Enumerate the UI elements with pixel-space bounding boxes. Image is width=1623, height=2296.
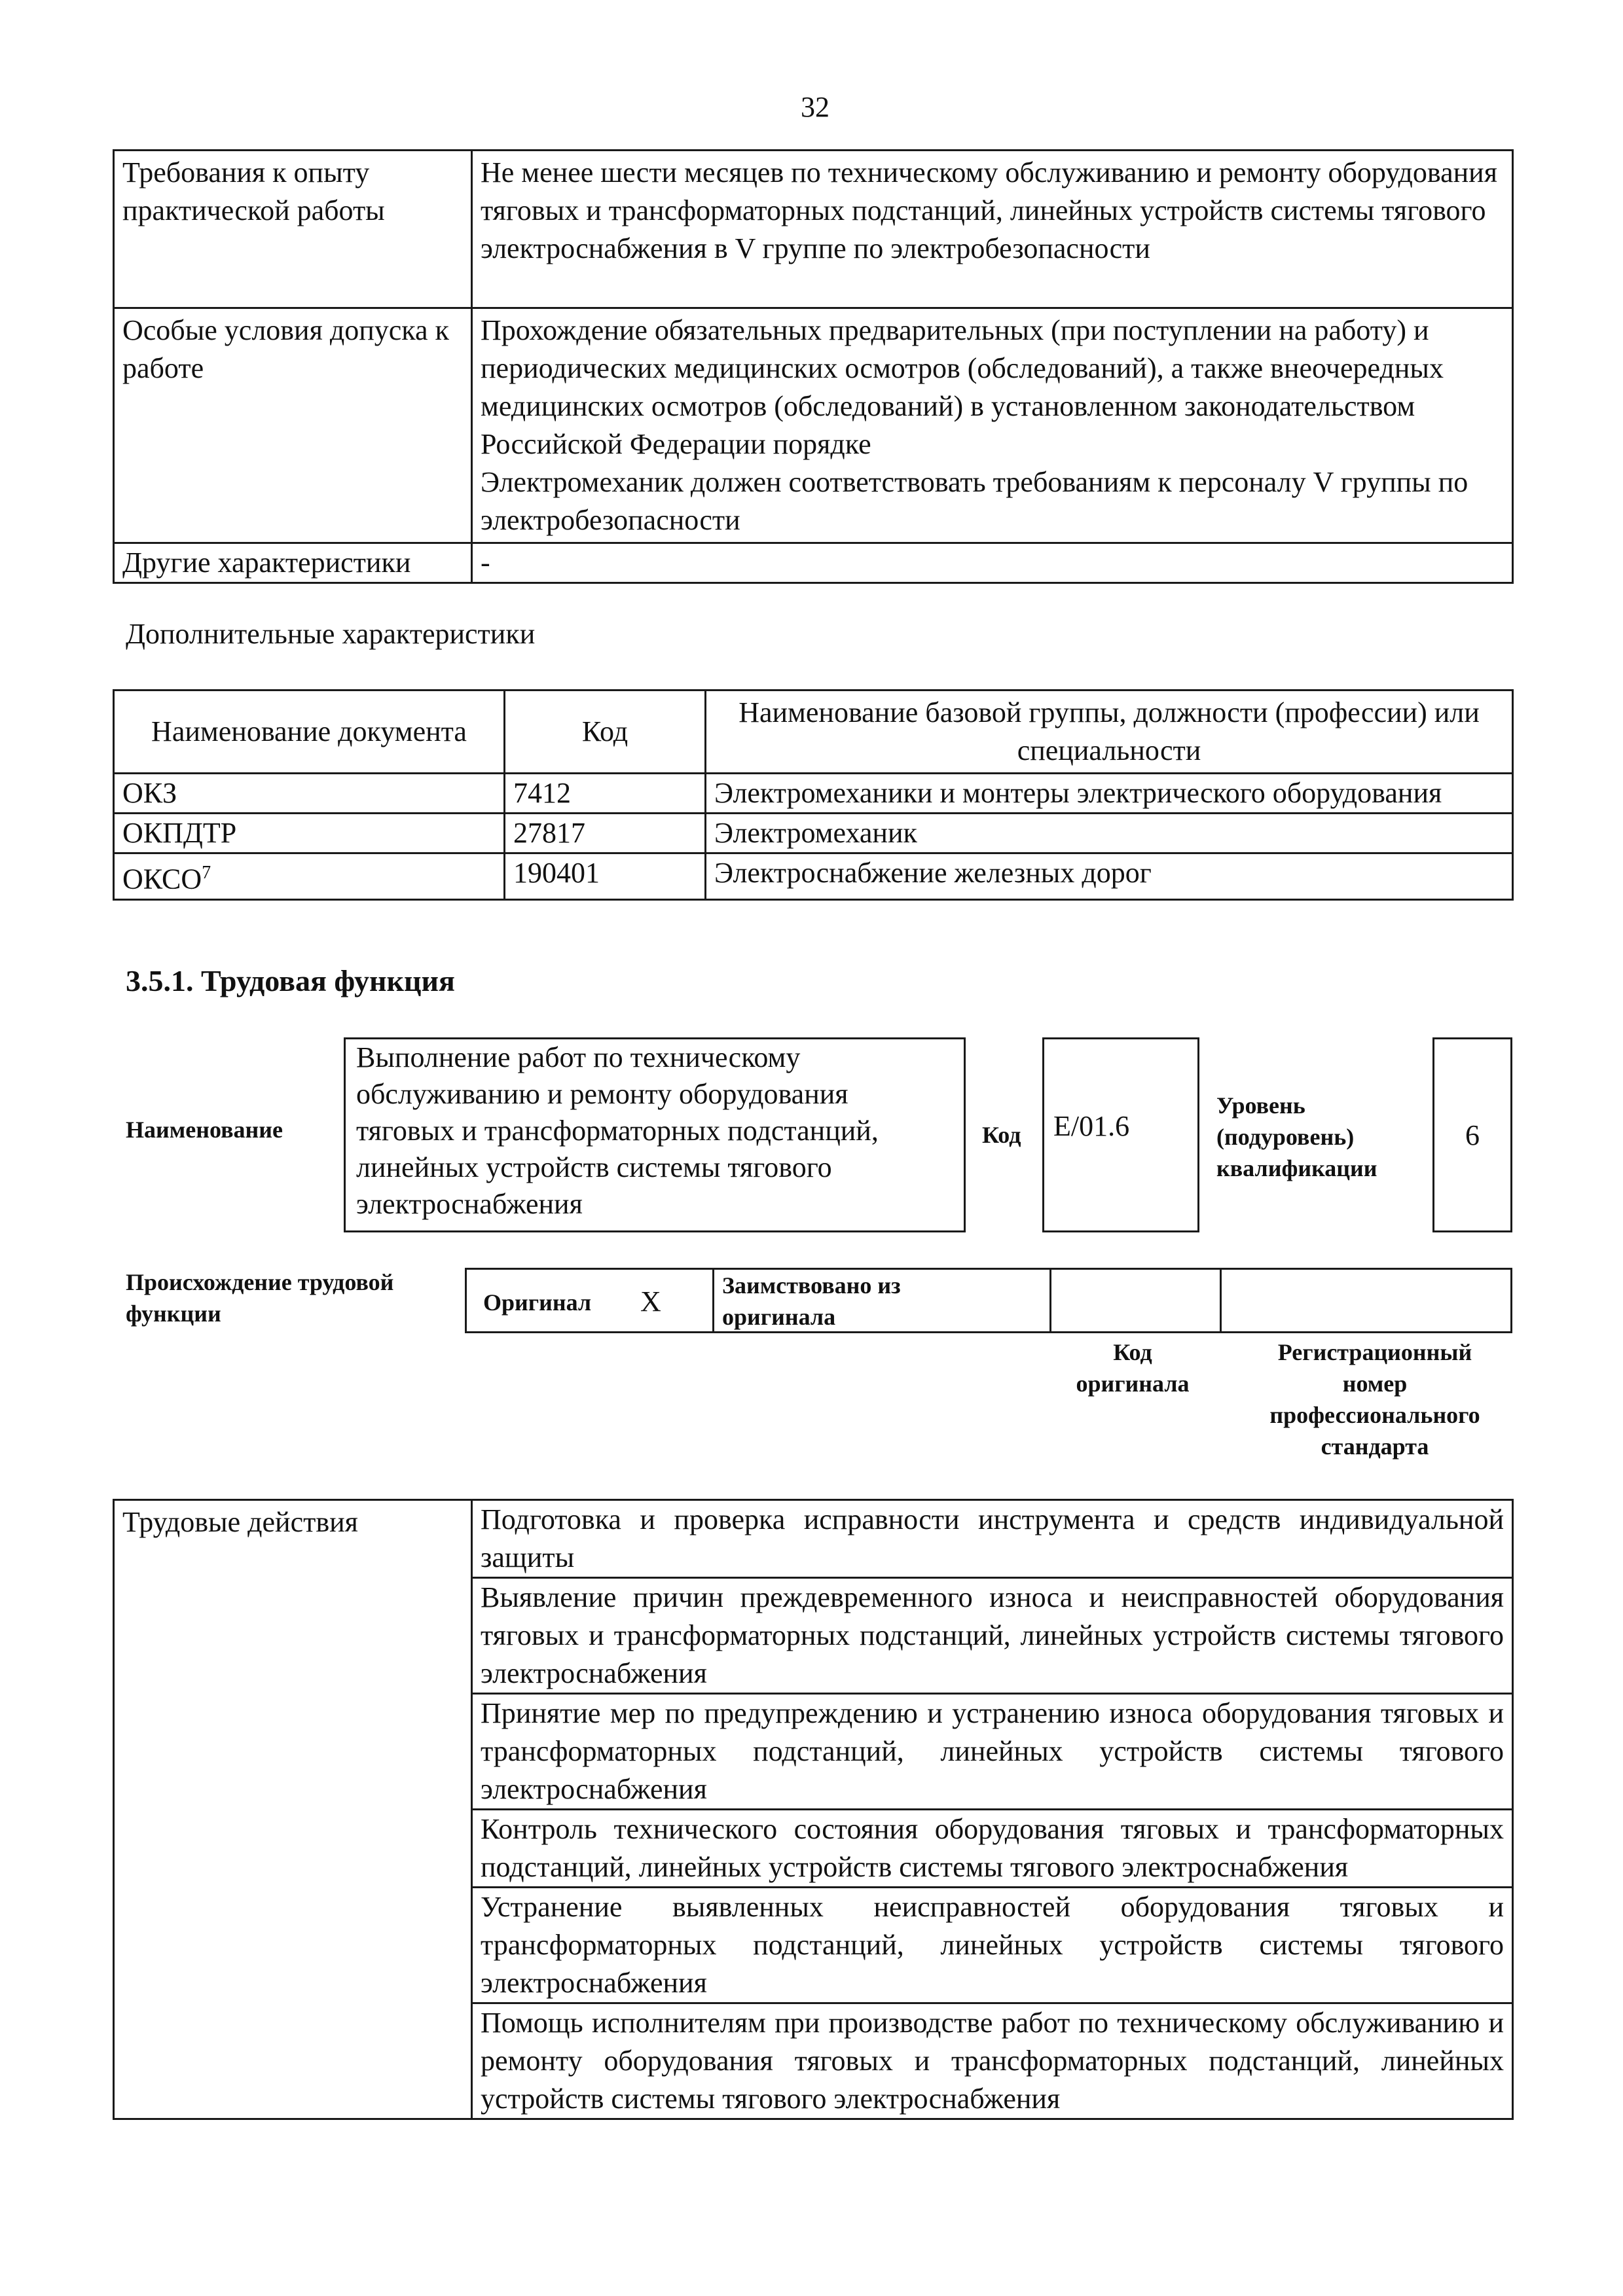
table-row (114, 853, 1513, 900)
table-cell: Электромеханики и монтеры электрического оборудования (706, 774, 1513, 814)
action-item: Подготовка и проверка исправности инструмента и средств индивидуальной защиты (472, 1500, 1513, 1578)
table-row (114, 151, 1513, 308)
section-title: 3.5.1. Трудовая функция (126, 964, 455, 997)
okso-label: ОКСО (122, 863, 202, 895)
level-label: Уровень (подуровень) квалификации (1216, 1092, 1377, 1181)
table-cell: Электромеханик (706, 814, 1513, 853)
divider (712, 1270, 714, 1331)
reg-caption: Регистрационный номер профессионального стандарта (1269, 1339, 1480, 1460)
table-cell: Электроснабжение железных дорог (706, 853, 1513, 900)
req-value: Не менее шести месяцев по техническому обслуживанию и ремонту оборудования тяговых и трансформаторных подстанций, линейных устройств системы тягового электроснабжения в V группе по электробезопасности (472, 151, 1513, 308)
table-row (114, 774, 1513, 814)
code-value: E/01.6 (1053, 1110, 1130, 1142)
action-item: Помощь исполнителям при производстве работ по техническому обслуживанию и ремонту оборудования тяговых и трансформаторных подстанций, линейных устройств системы тягового электроснабжения (472, 2003, 1513, 2119)
action-item: Принятие мер по предупреждению и устранению износа оборудования тяговых и трансформаторных подстанций, линейных устройств системы тягового электроснабжения (472, 1694, 1513, 1810)
action-item: Выявление причин преждевременного износа и неисправностей оборудования тяговых и трансформаторных подстанций, линейных устройств системы тягового электроснабжения (472, 1578, 1513, 1694)
code-label: Код (982, 1122, 1021, 1148)
table-cell: 27817 (505, 814, 706, 853)
additional-table (113, 689, 1514, 901)
divider (1220, 1270, 1222, 1331)
req-label: Другие характеристики (114, 543, 472, 583)
code-caption: Код оригинала (1076, 1339, 1190, 1397)
table-row (114, 543, 1513, 583)
req-value-text: Электромеханик должен соответствовать требованиям к персоналу V группы по электробезопасности (481, 466, 1468, 536)
origin-row (465, 1268, 1512, 1333)
table-cell: 190401 (505, 853, 706, 900)
original-label: Оригинал (483, 1289, 592, 1316)
table-cell: 7412 (505, 774, 706, 814)
table-row (114, 814, 1513, 853)
original-mark: X (640, 1285, 661, 1318)
action-item: Устранение выявленных неисправностей оборудования тяговых и трансформаторных подстанций, линейных устройств системы тягового электроснабжения (472, 1888, 1513, 2003)
footnote-mark: 7 (202, 863, 211, 883)
req-label: Особые условия допуска к работе (114, 308, 472, 543)
actions-table (113, 1499, 1514, 2120)
table-cell: ОКЗ (114, 774, 505, 814)
requirements-table (113, 149, 1514, 584)
code-box (1042, 1037, 1199, 1232)
origin-label: Происхождение трудовой функции (126, 1269, 394, 1327)
additional-heading: Дополнительные характеристики (126, 618, 536, 650)
column-header: Наименование документа (114, 691, 505, 774)
function-name-box (344, 1037, 966, 1232)
column-header: Код (505, 691, 706, 774)
table-cell: ОКПДТР (114, 814, 505, 853)
divider (1049, 1270, 1051, 1331)
req-value: - (472, 543, 1513, 583)
name-label: Наименование (126, 1117, 283, 1143)
page-number: 32 (801, 91, 830, 123)
actions-label: Трудовые действия (114, 1500, 472, 2119)
table-row (114, 1500, 1513, 1578)
req-value-text: Прохождение обязательных предварительных (при поступлении на работу) и периодических медицинских осмотров (обследований), а также внеочередных медицинских осмотров (обследований) в установленном законодательством Российской Федерации порядке (481, 314, 1444, 460)
table-header-row (114, 691, 1513, 774)
level-value: 6 (1465, 1119, 1480, 1151)
table-cell (114, 853, 505, 900)
borrowed-label: Заимствовано из оригинала (722, 1272, 901, 1330)
req-value (472, 308, 1513, 543)
level-box (1432, 1037, 1512, 1232)
function-name-value: Выполнение работ по техническому обслуживанию и ремонту оборудования тяговых и трансформаторных подстанций, линейных устройств системы тягового электроснабжения (356, 1041, 879, 1220)
action-item: Контроль технического состояния оборудования тяговых и трансформаторных подстанций, линейных устройств системы тягового электроснабжения (472, 1810, 1513, 1888)
column-header: Наименование базовой группы, должности (профессии) или специальности (706, 691, 1513, 774)
table-row (114, 308, 1513, 543)
req-label: Требования к опыту практической работы (114, 151, 472, 308)
